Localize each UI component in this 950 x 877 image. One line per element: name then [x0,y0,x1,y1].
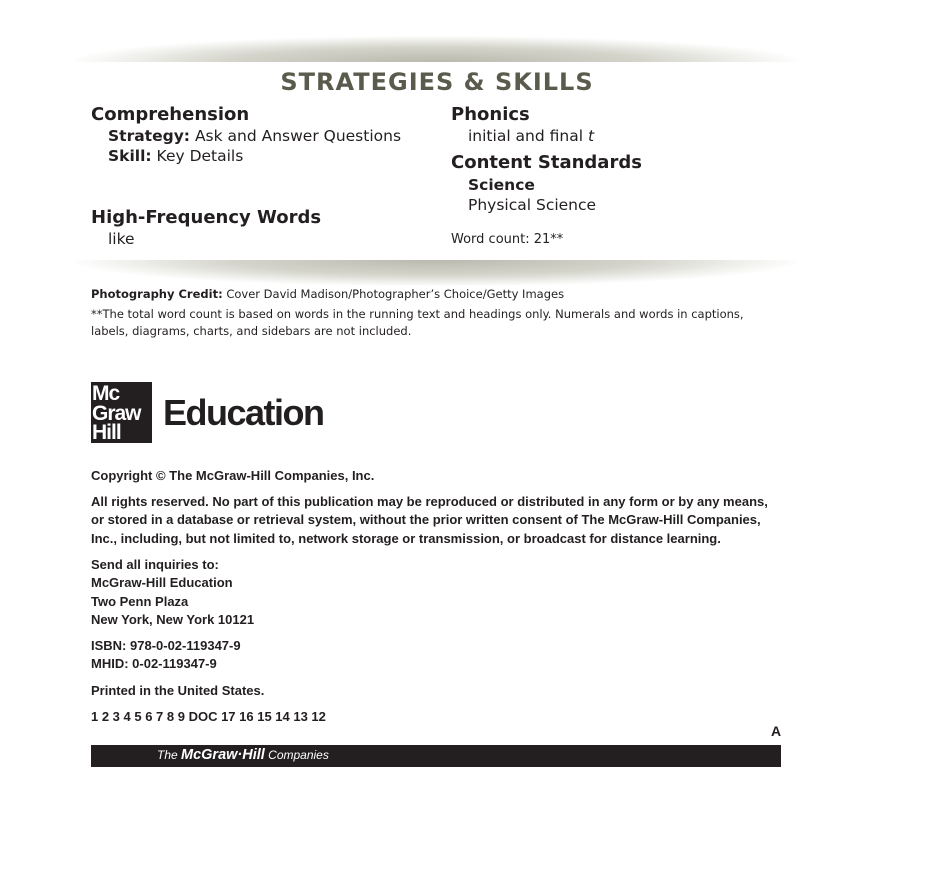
inquiries-line: Two Penn Plaza [91,593,189,609]
footer-companies: Companies [264,748,329,762]
printed-line: Printed in the United States. [91,683,265,698]
footer-company-name [157,747,329,763]
skill-label: Skill: [108,147,152,165]
strategy-label: Strategy: [108,127,190,145]
logo-line-hill: Hill [92,421,121,444]
isbn: ISBN: 978-0-02-119347-9 [91,638,241,653]
comprehension-heading: Comprehension [91,104,250,125]
inquiries-line: McGraw-Hill Education [91,575,233,591]
box-title: STRATEGIES & SKILLS [280,68,594,96]
inquiries-block [91,556,254,629]
content-subject: Science [468,176,535,194]
strategy-value: Ask and Answer Questions [194,127,402,145]
phonics-letter: t [587,127,595,145]
skill-value: Key Details [156,147,244,165]
copyright-line: Copyright © The McGraw-Hill Companies, Inc. [91,468,375,483]
footer-mcgraw-hill: McGraw·Hill [181,747,265,763]
mcgraw-hill-logo-icon [91,382,152,443]
box-top-shadow [75,36,797,62]
content-standards-heading: Content Standards [451,152,642,173]
high-frequency-heading: High-Frequency Words [91,207,322,228]
footer-bar [91,745,781,767]
content-area: Physical Science [468,196,597,214]
strategy-line [108,127,401,145]
logo-line-graw: Graw [92,401,141,425]
word-count: Word count: 21** [451,232,564,247]
phonics-line-text: initial and final [468,127,588,145]
rights-paragraph: All rights reserved. No part of this publication may be reproduced or distributed in any form or by any means, or stored in a database or retrieval system, without the prior written consent of The McGraw-Hill Companies, Inc., including, but not limited to, network storage or transmission, or broadcast for distance learning. [91,494,768,546]
isbn-block [91,637,241,674]
logo-education-word: Education [163,392,324,433]
inquiries-line: Send all inquiries to: [91,557,219,572]
photo-credit-value: Cover David Madison/Photographer’s Choice/Getty Images [226,287,565,301]
logo-line-mc: Mc [92,382,120,405]
mhid: MHID: 0-02-119347-9 [91,656,217,672]
skill-line [108,147,243,165]
printing-line: 1 2 3 4 5 6 7 8 9 DOC 17 16 15 14 13 12 [91,709,326,724]
photo-credit-label: Photography Credit: [91,287,223,301]
box-bottom-shadow [75,260,797,286]
photo-credit [91,286,781,303]
phonics-heading: Phonics [451,104,530,125]
high-frequency-word: like [108,230,135,248]
inquiries-line: New York, New York 10121 [91,611,255,627]
printing-letter: A [771,723,782,739]
footer-the: The [157,748,182,762]
word-count-note: **The total word count is based on words in the running text and headings only. Numerals and words in captions, labels, diagrams, charts, and sidebars are not included. [91,307,744,338]
phonics-line [468,127,594,145]
